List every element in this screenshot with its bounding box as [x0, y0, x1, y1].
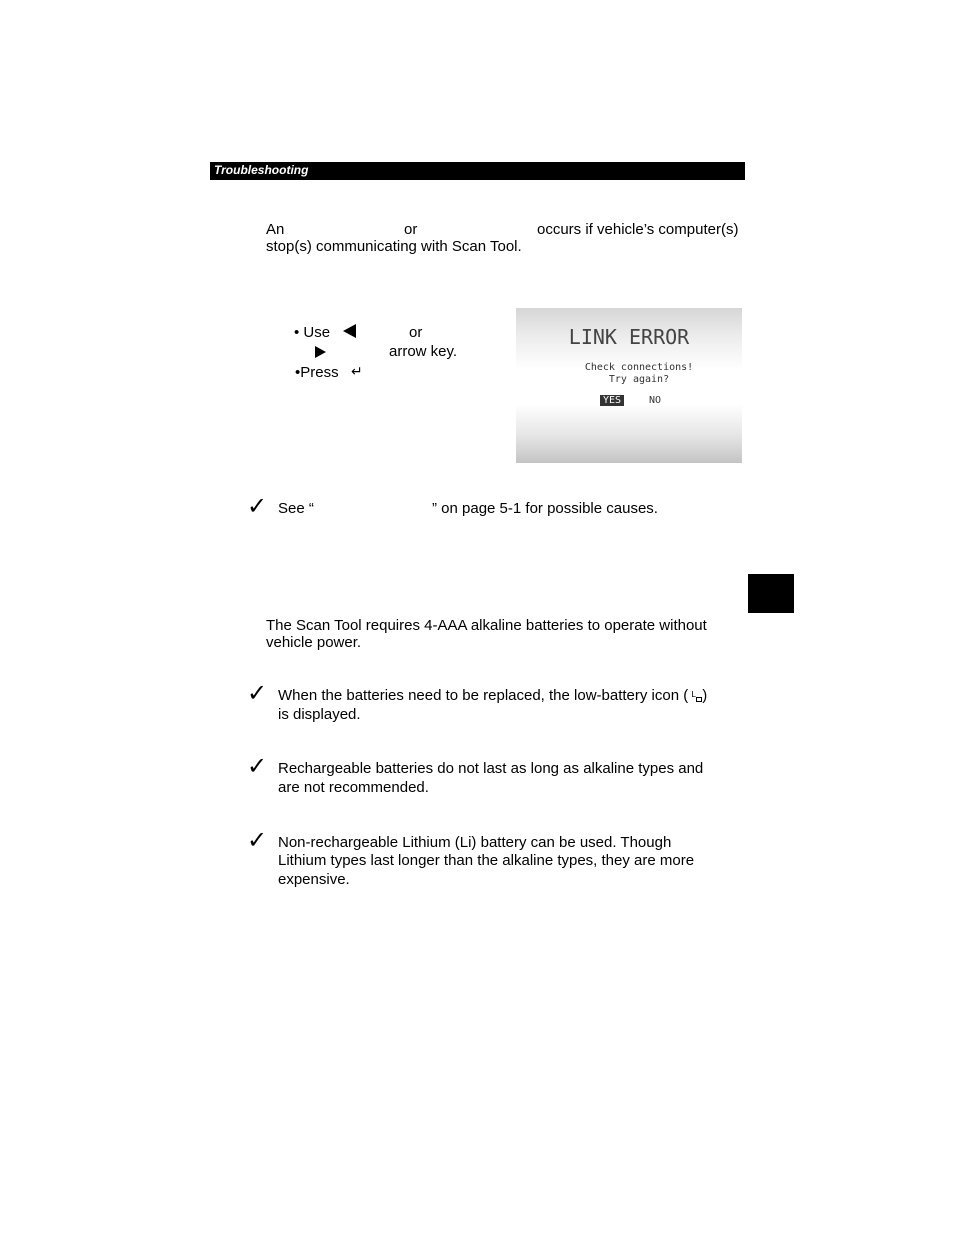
battery-note-1-line2: is displayed.	[278, 706, 361, 723]
check-icon: ✓	[247, 826, 268, 854]
screen-line-2: Try again?	[608, 374, 670, 385]
note-see-open: See “	[278, 500, 314, 517]
check-icon: ✓	[247, 752, 268, 780]
screen-title: LINK ERROR	[568, 325, 690, 349]
battery-note-2-line1: Rechargeable batteries do not last as long as alkaline types and	[278, 760, 704, 777]
link-error-intro-line2: stop(s) communicating with Scan Tool.	[266, 238, 522, 255]
left-arrow-icon	[343, 324, 356, 342]
note-see-close: ” on page 5-1 for possible causes.	[432, 500, 658, 517]
check-icon: ✓	[247, 679, 268, 707]
chapter-side-tab	[748, 574, 794, 613]
right-arrow-icon	[315, 345, 326, 362]
low-battery-icon: L	[688, 688, 702, 702]
battery-note-3-line1: Non-rechargeable Lithium (Li) battery can be used. Though	[278, 834, 672, 851]
scan-tool-screen	[516, 308, 742, 463]
battery-note-1-close: )	[702, 687, 708, 704]
enter-key-icon: ↵	[351, 364, 363, 380]
battery-note-3-line3: expensive.	[278, 871, 350, 888]
link-error-intro-occurs: occurs if vehicle’s computer(s)	[537, 221, 739, 238]
link-error-intro-an: An	[266, 221, 285, 238]
check-icon: ✓	[247, 492, 268, 520]
batteries-intro-line1: The Scan Tool requires 4-AAA alkaline batteries to operate without	[266, 617, 707, 634]
step-use-text: • Use	[294, 324, 331, 341]
battery-note-1-text: When the batteries need to be replaced, the low-battery icon (	[278, 687, 689, 704]
screen-yes-option[interactable]: YES	[600, 395, 624, 406]
step-or-text: or	[409, 324, 423, 341]
screen-line-1: Check connections!	[584, 362, 694, 373]
batteries-intro-line2: vehicle power.	[266, 634, 362, 651]
step-arrow-key-text: arrow key.	[389, 343, 458, 360]
battery-note-1-line1	[278, 687, 707, 704]
battery-note-2-line2: are not recommended.	[278, 779, 429, 796]
screen-no-option[interactable]: NO	[649, 395, 662, 406]
link-error-intro-or: or	[404, 221, 418, 238]
battery-note-3-line2: Lithium types last longer than the alkaline types, they are more	[278, 852, 695, 869]
step-press-text: •Press	[295, 364, 339, 381]
section-title: Troubleshooting	[214, 163, 309, 177]
section-header-bar	[210, 162, 745, 180]
